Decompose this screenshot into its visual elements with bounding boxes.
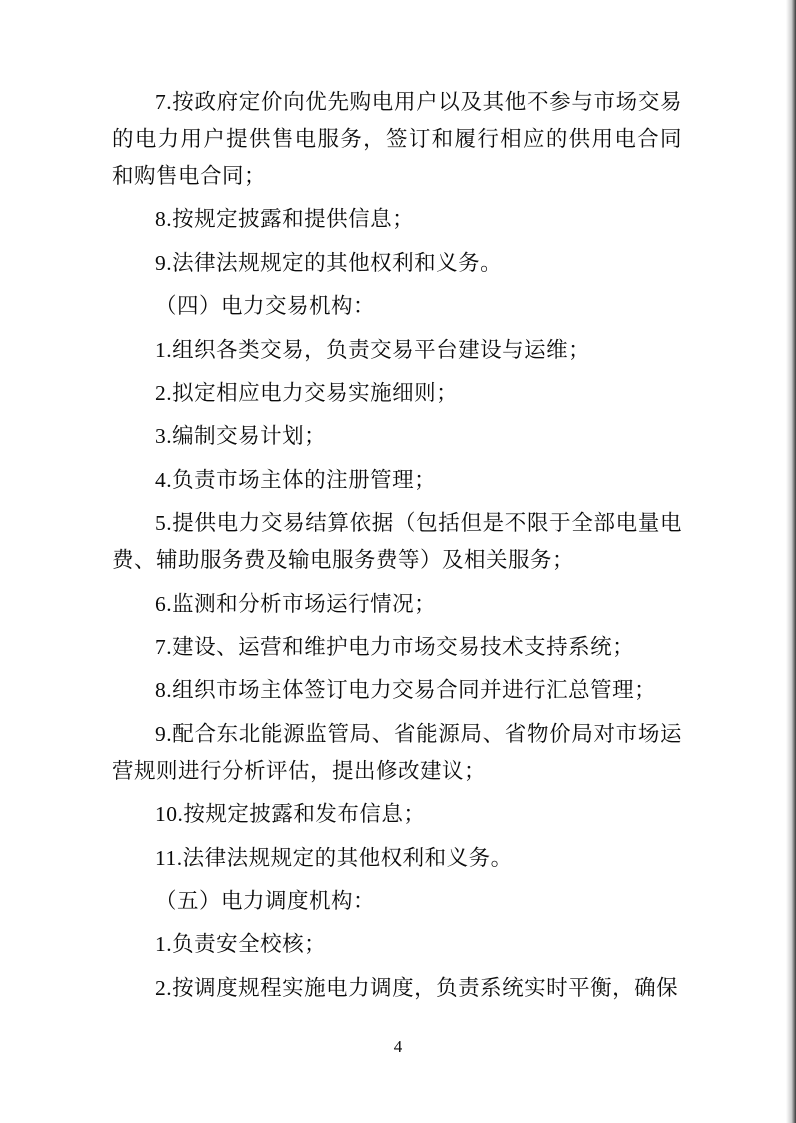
paragraph: 6.监测和分析市场运行情况；	[155, 591, 437, 616]
page-edge-shadow	[786, 0, 796, 1123]
paragraph: （四）电力交易机构：	[155, 294, 376, 319]
paragraph: 9.法律法规规定的其他权利和义务。	[155, 250, 503, 275]
paragraph: 5.提供电力交易结算依据（包括但是不限于全部电量电费、辅助服务费及输电服务费等）及相关服务；	[112, 511, 682, 573]
paragraph: （五）电力调度机构：	[155, 888, 376, 913]
paragraph: 2.按调度规程实施电力调度，负责系统实时平衡，确保	[155, 975, 679, 1000]
paragraph: 8.按规定披露和提供信息；	[155, 207, 415, 232]
paragraph: 1.组织各类交易，负责交易平台建设与运维；	[155, 337, 591, 362]
page-body	[112, 84, 682, 1013]
page-number: 4	[393, 1037, 403, 1056]
paragraph: 8.组织市场主体签订电力交易合同并进行汇总管理；	[155, 678, 657, 703]
paragraph: 1.负责安全校核；	[155, 932, 327, 957]
paragraph: 7.按政府定价向优先购电用户以及其他不参与市场交易的电力用户提供售电服务，签订和履行相应的供用电合同和购售电合同；	[112, 90, 682, 188]
paragraph: 11.法律法规规定的其他权利和义务。	[155, 845, 513, 870]
paragraph: 4.负责市场主体的注册管理；	[155, 467, 437, 492]
paragraph: 10.按规定披露和发布信息；	[155, 802, 426, 827]
paragraph: 9.配合东北能源监管局、省能源局、省物价局对市场运营规则进行分析评估，提出修改建议；	[112, 721, 682, 783]
paragraph: 7.建设、运营和维护电力市场交易技术支持系统；	[155, 634, 635, 659]
paragraph: 2.拟定相应电力交易实施细则；	[155, 380, 459, 405]
paragraph: 3.编制交易计划；	[155, 424, 327, 449]
